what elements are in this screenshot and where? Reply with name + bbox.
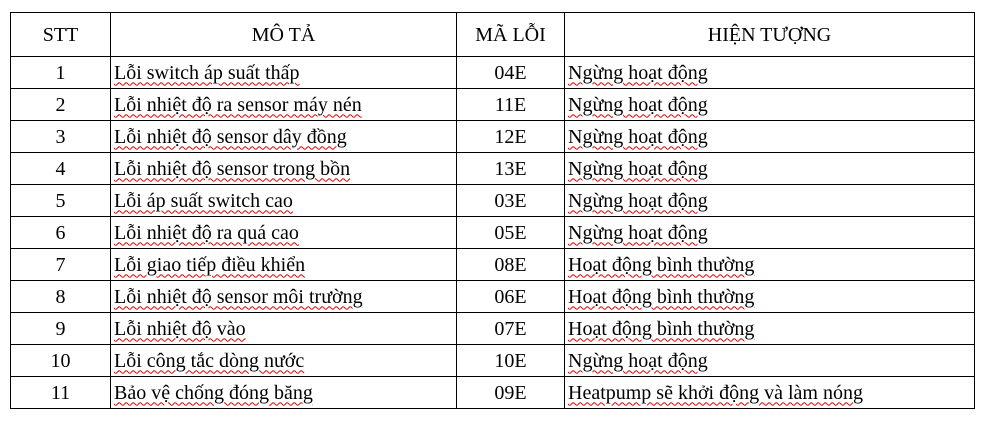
row-phenomenon: Ngừng hoạt động [568, 125, 708, 148]
row-phenomenon-cell [565, 281, 975, 313]
row-error-code: 08E [494, 253, 527, 276]
row-error-code: 13E [494, 157, 527, 180]
row-phenomenon: Ngừng hoạt động [568, 61, 708, 84]
table-row [11, 121, 975, 153]
row-description: Lỗi công tắc dòng nước [114, 349, 305, 372]
row-error-code: 09E [494, 381, 527, 404]
row-phenomenon-cell [565, 89, 975, 121]
row-error-code-cell [457, 249, 565, 281]
row-phenomenon-cell [565, 377, 975, 409]
row-stt: 9 [55, 317, 66, 340]
row-stt: 8 [55, 285, 66, 308]
row-description-cell [111, 313, 457, 345]
row-stt-cell [11, 57, 111, 89]
row-stt-cell [11, 345, 111, 377]
row-stt: 2 [55, 93, 66, 116]
row-stt: 1 [55, 61, 66, 84]
table-row [11, 57, 975, 89]
row-error-code-cell [457, 185, 565, 217]
row-error-code-cell [457, 281, 565, 313]
row-description: Lỗi áp suất switch cao [114, 189, 293, 212]
row-error-code-cell [457, 217, 565, 249]
row-error-code-cell [457, 121, 565, 153]
row-stt-cell [11, 185, 111, 217]
row-phenomenon: Ngừng hoạt động [568, 189, 708, 212]
table-header-row [11, 13, 975, 57]
row-stt-cell [11, 121, 111, 153]
row-stt: 6 [55, 221, 66, 244]
row-error-code: 12E [494, 125, 527, 148]
row-stt: 11 [50, 381, 71, 404]
row-description-cell [111, 377, 457, 409]
row-stt: 7 [55, 253, 66, 276]
table-row [11, 249, 975, 281]
table-row [11, 313, 975, 345]
row-description-cell [111, 185, 457, 217]
table-body [11, 57, 975, 409]
row-description-cell [111, 121, 457, 153]
row-stt-cell [11, 217, 111, 249]
row-phenomenon-cell [565, 153, 975, 185]
row-description-cell [111, 57, 457, 89]
table-row [11, 217, 975, 249]
row-description: Lỗi giao tiếp điều khiển [114, 253, 306, 276]
row-phenomenon-cell [565, 185, 975, 217]
row-stt-cell [11, 281, 111, 313]
row-description: Lỗi nhiệt độ ra sensor máy nén [114, 93, 362, 116]
row-phenomenon-cell [565, 313, 975, 345]
row-description: Bảo vệ chống đóng băng [114, 381, 313, 404]
row-description: Lỗi nhiệt độ vào [114, 317, 246, 340]
row-description: Lỗi nhiệt độ sensor môi trường [114, 285, 363, 308]
row-phenomenon: Ngừng hoạt động [568, 157, 708, 180]
row-stt-cell [11, 377, 111, 409]
row-error-code: 03E [494, 189, 527, 212]
row-stt-cell [11, 313, 111, 345]
row-description: Lỗi switch áp suất thấp [114, 61, 300, 84]
header-phenomenon: HIỆN TƯỢNG [565, 13, 975, 57]
header-stt: STT [11, 13, 111, 57]
row-error-code-cell [457, 153, 565, 185]
row-error-code: 07E [494, 317, 527, 340]
row-phenomenon: Hoạt động bình thường [568, 285, 755, 308]
row-error-code-cell [457, 57, 565, 89]
row-stt: 10 [50, 349, 71, 372]
row-stt-cell [11, 153, 111, 185]
row-phenomenon-cell [565, 217, 975, 249]
row-phenomenon: Hoạt động bình thường [568, 253, 755, 276]
row-error-code: 06E [494, 285, 527, 308]
row-phenomenon: Heatpump sẽ khởi động và làm nóng [568, 381, 863, 404]
row-description-cell [111, 249, 457, 281]
error-code-table [10, 12, 975, 409]
table-row [11, 185, 975, 217]
row-stt-cell [11, 249, 111, 281]
row-error-code-cell [457, 89, 565, 121]
row-phenomenon-cell [565, 249, 975, 281]
row-stt: 5 [55, 189, 66, 212]
header-description: MÔ TẢ [111, 13, 457, 57]
row-stt-cell [11, 89, 111, 121]
row-error-code-cell [457, 377, 565, 409]
row-error-code-cell [457, 313, 565, 345]
row-error-code: 10E [494, 349, 527, 372]
header-error-code: MÃ LỖI [457, 13, 565, 57]
row-error-code: 04E [494, 61, 527, 84]
row-phenomenon: Ngừng hoạt động [568, 349, 708, 372]
row-error-code: 11E [494, 93, 527, 116]
row-phenomenon: Ngừng hoạt động [568, 93, 708, 116]
row-error-code: 05E [494, 221, 527, 244]
row-description-cell [111, 89, 457, 121]
row-description-cell [111, 281, 457, 313]
table-row [11, 153, 975, 185]
row-error-code-cell [457, 345, 565, 377]
table-row [11, 377, 975, 409]
row-description-cell [111, 345, 457, 377]
row-phenomenon-cell [565, 345, 975, 377]
row-phenomenon-cell [565, 121, 975, 153]
row-stt: 3 [55, 125, 66, 148]
row-description-cell [111, 153, 457, 185]
row-description: Lỗi nhiệt độ ra quá cao [114, 221, 299, 244]
row-description-cell [111, 217, 457, 249]
row-phenomenon: Hoạt động bình thường [568, 317, 755, 340]
row-phenomenon: Ngừng hoạt động [568, 221, 708, 244]
row-phenomenon-cell [565, 57, 975, 89]
row-description: Lỗi nhiệt độ sensor trong bồn [114, 157, 351, 180]
row-description: Lỗi nhiệt độ sensor dây đồng [114, 125, 347, 148]
row-stt: 4 [55, 157, 66, 180]
table-row [11, 345, 975, 377]
table-row [11, 89, 975, 121]
table-row [11, 281, 975, 313]
